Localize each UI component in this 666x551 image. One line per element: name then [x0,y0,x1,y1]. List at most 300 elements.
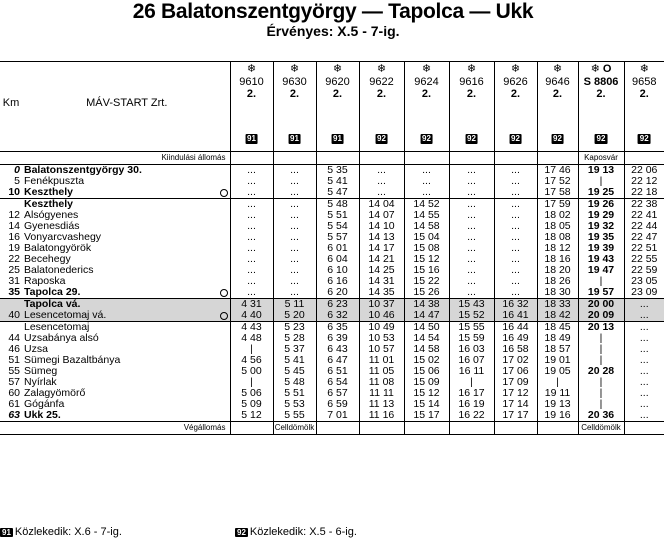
time-cell [273,243,316,254]
time-cell [359,287,404,299]
km-value: 14 [8,221,20,232]
train-class: 2. [552,88,563,100]
time-cell [404,388,449,399]
departure-time: ... [467,164,476,176]
destination-label-text: Végállomás [183,423,226,432]
time-cell [404,322,449,334]
table-row [0,322,664,334]
time-cell [578,254,624,265]
time-cell [316,232,359,243]
footnote-code: 92 [553,134,562,143]
station-wrap [24,310,230,321]
time-cell [230,322,273,334]
station-wrap [24,388,230,399]
time-cell [316,410,359,422]
company-label: MÁV-START Zrt. [86,97,168,109]
time-cell [494,265,537,276]
time-cell [230,187,273,199]
departure-time: ... [639,310,649,321]
departure-time: 17 14 [502,399,529,410]
origin-row [0,152,664,165]
destination-station: Celldömölk [581,423,621,432]
time-cell [316,333,359,344]
time-cell [404,344,449,355]
km-header [0,62,22,152]
footnote-code: 92 [511,134,520,143]
departure-time: 14 31 [368,276,395,287]
departure-time: ... [511,221,520,232]
departure-time: 15 08 [413,243,440,254]
time-cell [316,265,359,276]
station-cell [22,254,230,265]
departure-time: 11 08 [368,377,395,388]
time-cell [316,287,359,299]
time-cell [449,287,494,299]
departure-time: ... [467,210,476,221]
departure-time: ... [247,210,256,221]
train-number: 9646 [545,76,570,88]
departure-time: 5 28 [284,333,305,344]
time-cell [404,410,449,422]
time-cell [273,377,316,388]
km-value: 57 [8,377,20,388]
departure-time: 18 02 [544,210,571,221]
km-value: 31 [8,276,20,287]
station-cell [22,265,230,276]
time-cell [578,276,624,287]
departure-time: 19 25 [587,187,615,198]
table-row [0,399,664,410]
departure-time: 11 16 [368,410,395,421]
time-cell [230,310,273,322]
departure-time: 5 23 [284,321,305,333]
time-cell [537,176,578,187]
time-cell [230,176,273,187]
time-cell [404,210,449,221]
time-cell [273,187,316,199]
time-cell [578,187,624,199]
departure-time: 5 41 [284,355,305,366]
time-cell [578,355,624,366]
departure-time: ... [247,287,256,298]
destination-cell [578,422,624,435]
departure-time: | [599,333,603,344]
departure-time: 16 49 [502,333,529,344]
time-cell [494,377,537,388]
departure-time: ... [290,232,299,243]
table-row [0,243,664,254]
time-cell [404,176,449,187]
departure-time: 16 07 [458,355,485,366]
time-cell [537,377,578,388]
time-cell [230,287,273,299]
departure-time: 18 57 [544,344,571,355]
time-cell [624,232,664,243]
table-row [0,410,664,422]
departure-time: 5 47 [327,187,348,198]
time-cell [494,254,537,265]
time-cell [449,232,494,243]
departure-time: | [599,355,603,366]
departure-time: | [599,344,603,355]
station-cell [22,377,230,388]
time-cell [449,276,494,287]
time-cell [624,199,664,211]
time-cell [624,187,664,199]
time-cell [316,221,359,232]
station-wrap [24,355,230,366]
departure-time: 5 37 [284,344,305,355]
destination-row [0,422,664,435]
destination-cell [316,422,359,435]
train-header-cell [231,62,273,151]
footnote-code: 92 [237,528,246,537]
snowflake-icon: ❄ [376,63,387,75]
time-cell [359,221,404,232]
departure-time: ... [290,221,299,232]
train-header [449,62,494,152]
departure-time: 17 06 [502,366,529,377]
departure-time: 14 25 [368,265,395,276]
time-cell [494,243,537,254]
origin-label-text: Kiindulási állomás [161,153,226,162]
time-cell [537,243,578,254]
departure-time: 23 05 [631,276,658,287]
time-cell [449,377,494,388]
train-class: 2. [332,88,343,100]
km-cell [0,232,22,243]
departure-time: 22 55 [631,254,658,265]
station-cell [22,199,230,211]
train-class: 2. [376,88,387,100]
time-cell [359,210,404,221]
time-cell [624,176,664,187]
km-value: 51 [8,355,20,366]
departure-time: ... [639,333,649,344]
station-wrap [24,322,230,333]
time-cell [449,187,494,199]
time-cell [494,344,537,355]
snowflake-icon: ❄ [289,63,300,75]
station-wrap [24,221,230,232]
departure-time: 15 14 [413,399,440,410]
departure-time: 10 53 [368,333,395,344]
time-cell [359,366,404,377]
train-header-cell [360,62,404,151]
departure-time: | [599,399,603,410]
departure-time: ... [639,377,649,388]
km-cell [0,355,22,366]
departure-time: 5 00 [241,366,262,377]
departure-time: 6 54 [327,377,348,388]
station-name: Fenékpuszta [24,176,85,187]
train-number: 9630 [282,76,307,88]
station-name: Becehegy [24,254,71,265]
time-cell [578,243,624,254]
km-value: 10 [8,187,20,198]
departure-time: ... [639,410,649,421]
station-wrap [24,344,230,355]
station-wrap [24,366,230,377]
departure-time: 16 58 [502,344,529,355]
train-number: 9620 [325,76,350,88]
time-cell [494,366,537,377]
departure-time: 16 11 [458,366,485,377]
departure-time: 20 28 [587,366,615,377]
time-cell [316,366,359,377]
station-name-wrap [24,333,99,344]
station-name: Lesencetomaj vá. [24,310,107,321]
departure-time: 17 46 [544,164,571,176]
departure-time: 6 51 [327,366,348,377]
train-number: 9616 [459,76,484,88]
time-cell [316,299,359,311]
station-wrap [24,187,230,198]
time-cell [230,221,273,232]
time-cell [578,344,624,355]
time-cell [537,232,578,243]
departure-time: 4 40 [241,310,262,321]
km-value: 44 [8,333,20,344]
time-cell [494,165,537,177]
station-name-wrap [24,355,120,366]
destination-cell [404,422,449,435]
origin-station: Kaposvár [584,153,618,162]
departure-time: 16 32 [502,298,529,310]
train-header [578,62,624,152]
departure-time: ... [247,243,256,254]
departure-time: 19 35 [587,232,615,243]
timetable [0,61,664,435]
departure-time: ... [290,276,299,287]
train-class: 2. [289,88,300,100]
time-cell [273,299,316,311]
departure-time: | [470,377,473,388]
validity-subtitle: Érvényes: X.5 - 7-ig. [266,23,400,39]
time-cell [578,287,624,299]
time-cell [316,254,359,265]
departure-time: 4 56 [241,355,262,366]
time-cell [230,265,273,276]
snowflake-icon: ❄ [639,63,649,75]
table-row [0,377,664,388]
time-cell [316,165,359,177]
station-wrap [24,410,230,421]
time-cell [494,210,537,221]
time-cell [624,344,664,355]
departure-time: ... [247,254,256,265]
time-cell [316,388,359,399]
departure-time: 11 05 [368,366,395,377]
time-cell [359,388,404,399]
departure-time: 19 47 [587,265,615,276]
departure-time: 5 12 [241,410,262,421]
departure-time: ... [639,399,649,410]
time-cell [230,377,273,388]
departure-time: 6 57 [327,388,348,399]
departure-time: ... [290,176,299,187]
departure-time: 19 11 [544,388,571,399]
destination-station: Celldömölk [274,423,315,432]
train-header [316,62,359,152]
departure-time: 18 33 [544,298,571,310]
time-cell [359,265,404,276]
time-cell [537,187,578,199]
km-cell [0,287,22,299]
km-cell [0,333,22,344]
time-cell [494,287,537,299]
km-cell [0,254,22,265]
time-cell [404,366,449,377]
departure-time: | [599,388,603,399]
departure-time: 15 26 [413,287,440,298]
time-cell [624,299,664,311]
departure-time: ... [639,355,649,366]
origin-cell [404,152,449,165]
time-cell [230,276,273,287]
time-cell [404,243,449,254]
time-cell [449,333,494,344]
departure-time: | [556,377,559,388]
time-cell [404,310,449,322]
time-cell [230,243,273,254]
time-cell [624,287,664,299]
departure-time: | [599,377,603,388]
time-cell [537,399,578,410]
departure-time: 22 51 [631,243,658,254]
km-cell [0,176,22,187]
station-name-wrap [24,176,84,187]
station-name: Alsógyenes [24,210,79,221]
time-cell [316,243,359,254]
time-cell [230,299,273,311]
departure-time: 22 47 [631,232,658,243]
table-row [0,199,664,211]
departure-time: | [250,344,253,355]
departure-time: 5 11 [284,298,305,310]
time-cell [449,344,494,355]
footnote-text: Közlekedik: X.5 - 6-ig. [249,526,357,538]
departure-time: 17 17 [502,410,529,421]
departure-time: 6 16 [327,276,348,287]
time-cell [404,232,449,243]
station-wrap [24,254,230,265]
train-header-cell [274,62,316,151]
km-cell [0,377,22,388]
origin-label [22,152,230,165]
departure-time: 5 41 [327,176,348,187]
station-cell [22,366,230,377]
departure-time: 11 01 [368,355,395,366]
km-cell [0,165,22,177]
time-cell [624,410,664,422]
train-header [494,62,537,152]
departure-time: 14 07 [368,210,395,221]
time-cell [359,187,404,199]
time-cell [578,410,624,422]
station-cell [22,187,230,199]
footnote-92 [235,526,357,539]
station-name-wrap [24,265,93,276]
departure-time: 5 54 [327,221,348,232]
destination-label [22,422,230,435]
departure-time: ... [377,176,386,187]
train-class: 2. [421,88,432,100]
departure-time: ... [639,321,649,333]
departure-time: | [250,377,253,388]
departure-time: 14 47 [413,310,440,321]
departure-time: 18 42 [544,310,571,321]
departure-time: 15 12 [413,388,440,399]
km-value: 19 [8,243,20,254]
km-cell [0,422,22,435]
departure-time: ... [511,276,520,287]
footnote-code: 91 [247,134,256,143]
time-cell [404,265,449,276]
departure-time: ... [290,210,299,221]
time-cell [359,322,404,334]
departure-time: ... [247,187,256,198]
snowflake-icon: ❄ [510,63,521,75]
km-cell [0,187,22,199]
departure-time: 16 03 [458,344,485,355]
station-name: Zalagyömörő [24,388,86,399]
departure-time: 15 12 [413,254,440,265]
time-cell [494,199,537,211]
time-cell [624,355,664,366]
departure-time: 5 20 [284,310,305,321]
departure-time: ... [639,344,649,355]
time-cell [273,232,316,243]
station-name: Uzsa [24,344,48,355]
departure-time: 6 04 [327,254,348,265]
time-cell [404,333,449,344]
station-cell [22,276,230,287]
departure-time: 5 48 [284,377,305,388]
departure-time: ... [290,265,299,276]
departure-time: 22 59 [631,265,658,276]
time-cell [316,187,359,199]
departure-time: ... [467,254,476,265]
train-number: 9658 [632,76,657,88]
footnote-code: 92 [377,134,386,143]
departure-time: 14 55 [413,210,440,221]
time-cell [578,265,624,276]
station-name-wrap [24,221,79,232]
time-cell [359,355,404,366]
time-cell [449,243,494,254]
departure-time: 14 04 [368,198,395,210]
train-header [230,62,273,152]
km-cell [0,322,22,334]
time-cell [494,333,537,344]
time-cell [537,199,578,211]
station-name: Gógánfa [24,399,65,410]
time-cell [316,310,359,322]
departure-time: 14 10 [368,221,395,232]
time-cell [537,410,578,422]
km-cell [0,344,22,355]
km-cell [0,299,22,311]
departure-time: 14 35 [368,287,395,298]
time-cell [230,399,273,410]
time-cell [537,165,578,177]
origin-cell [359,152,404,165]
station-wrap [24,199,230,210]
time-cell [273,366,316,377]
time-cell [449,355,494,366]
time-cell [449,176,494,187]
